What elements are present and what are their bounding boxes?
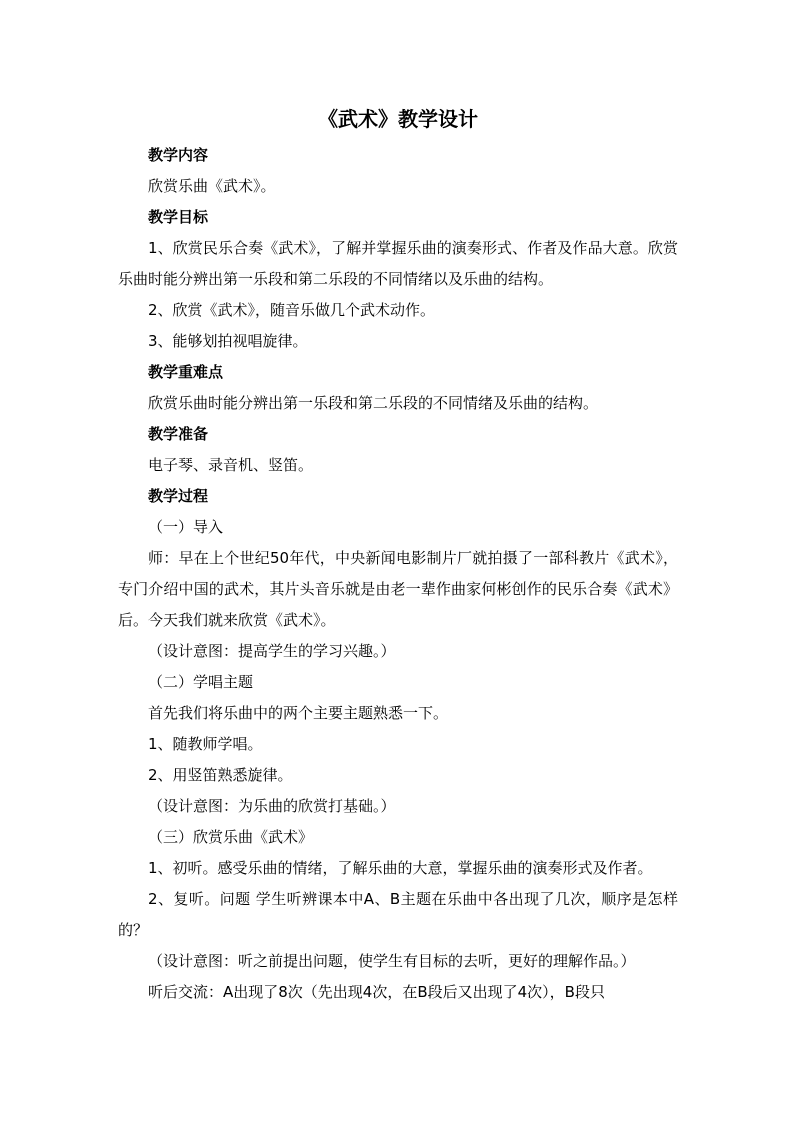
subsection-heading: （三）欣赏乐曲《武术》 <box>148 828 314 846</box>
section-heading-preparation: 教学准备 <box>148 425 209 443</box>
document-body <box>118 104 678 1008</box>
paragraph: 师：早在上个世纪50年代，中央新闻电影制片厂就拍摄了一部科教片《武术》，专门介绍中国的武术，其片头音乐就是由老一辈作曲家何彬创作的民乐合奏《武术》后。今天我们就来欣赏《武术》。 <box>118 549 678 629</box>
subsection-heading: （一）导入 <box>148 518 224 536</box>
paragraph: 2、用竖笛熟悉旋律。 <box>148 766 293 784</box>
design-intent-note: （设计意图：为乐曲的欣赏打基础。） <box>148 797 396 815</box>
paragraph: 2、欣赏《武术》，随音乐做几个武术动作。 <box>148 301 436 319</box>
document-title: 《武术》教学设计 <box>318 107 478 131</box>
section-heading-key-points: 教学重难点 <box>148 363 224 381</box>
paragraph: 1、欣赏民乐合奏《武术》，了解并掌握乐曲的演奏形式、作者及作品大意。欣赏乐曲时能分辨出第一乐段和第二乐段的不同情绪以及乐曲的结构。 <box>118 239 678 288</box>
paragraph: 1、初听。感受乐曲的情绪，了解乐曲的大意，掌握乐曲的演奏形式及作者。 <box>148 859 653 877</box>
section-heading-content: 教学内容 <box>148 146 209 164</box>
paragraph: 首先我们将乐曲中的两个主要主题熟悉一下。 <box>148 704 449 722</box>
section-heading-goals: 教学目标 <box>148 208 209 226</box>
paragraph: 电子琴、录音机、竖笛。 <box>148 456 314 474</box>
paragraph: 欣赏乐曲《武术》。 <box>148 177 276 195</box>
subsection-heading: （二）学唱主题 <box>148 673 254 691</box>
design-intent-note: （设计意图：听之前提出问题，使学生有目标的去听，更好的理解作品。） <box>148 952 636 970</box>
section-heading-process: 教学过程 <box>148 487 209 505</box>
paragraph: 听后交流：A出现了8次（先出现4次，在B段后又出现了4次），B段只 <box>148 983 605 1001</box>
paragraph: 1、随教师学唱。 <box>148 735 263 753</box>
paragraph: 2、复听。问题 学生听辨课本中A、B主题在乐曲中各出现了几次，顺序是怎样的？ <box>118 890 678 939</box>
paragraph: 3、能够划拍视唱旋律。 <box>148 332 308 350</box>
design-intent-note: （设计意图：提高学生的学习兴趣。） <box>148 642 396 660</box>
paragraph: 欣赏乐曲时能分辨出第一乐段和第二乐段的不同情绪及乐曲的结构。 <box>148 394 599 412</box>
